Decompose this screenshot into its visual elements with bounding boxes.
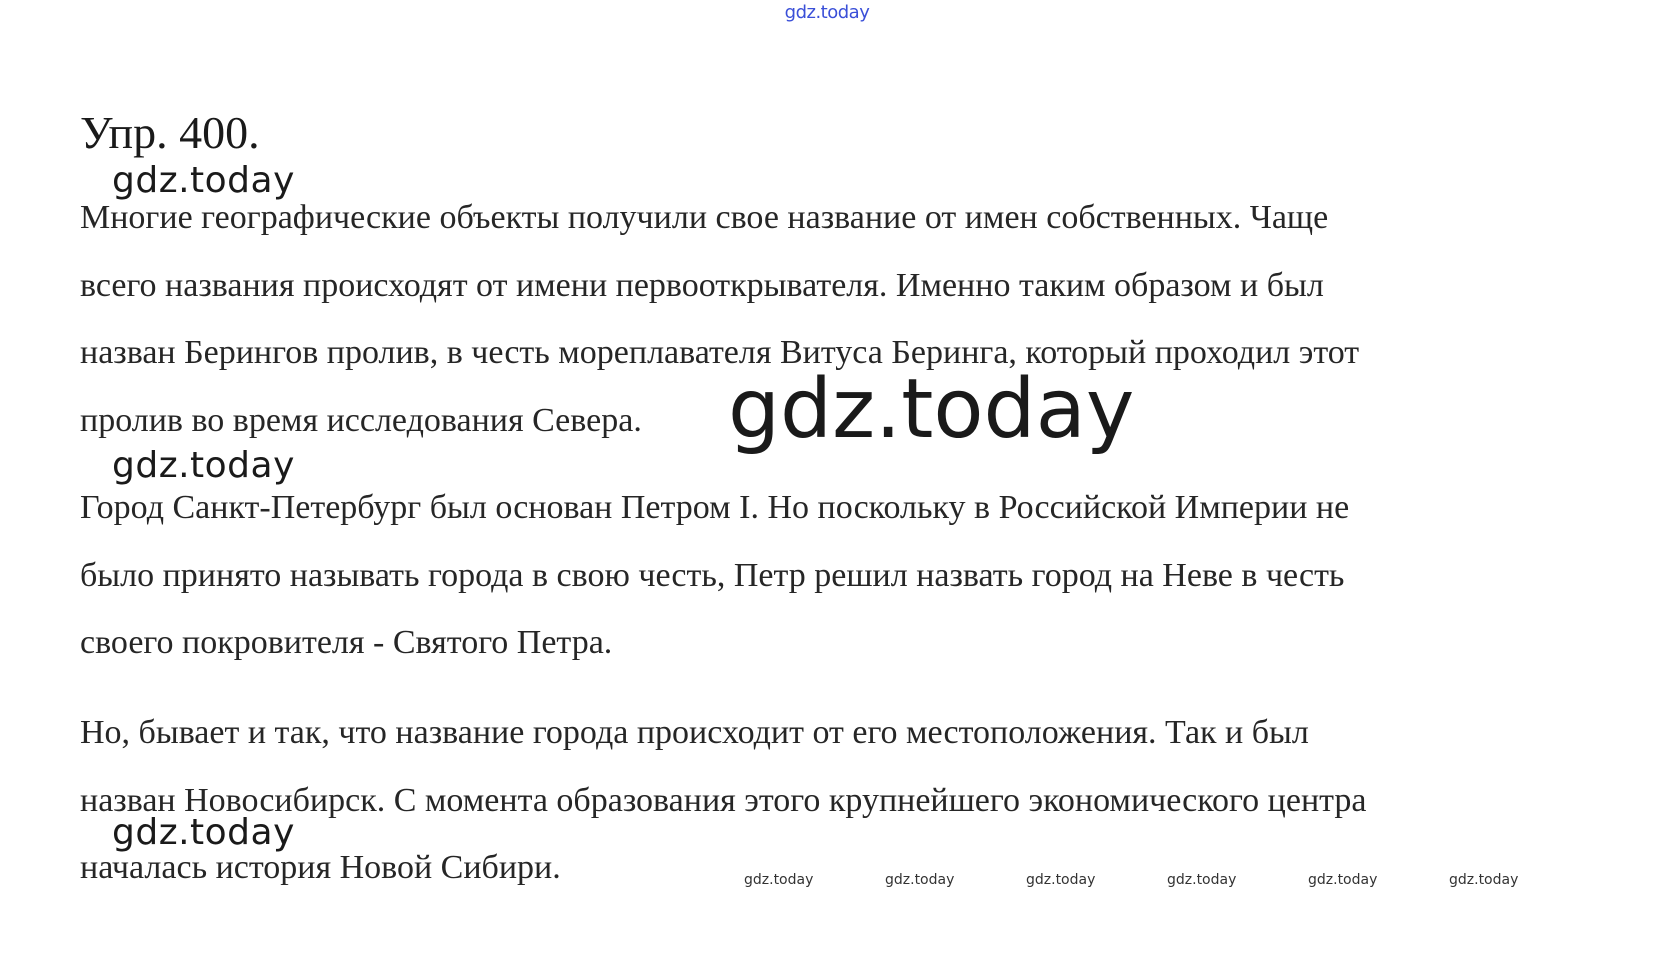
paragraph-line: назван Берингов пролив, в честь мореплавателя Витуса Беринга, который проходил этот (80, 334, 1360, 371)
paragraph-line: пролив во время исследования Севера. (80, 401, 642, 439)
watermark-small: gdz.today (1026, 872, 1096, 888)
paragraph-line: своего покровителя - Святого Петра. (80, 624, 613, 661)
paragraph-2 (80, 474, 1349, 677)
watermark-small: gdz.today (1308, 872, 1378, 888)
paragraph-1 (80, 184, 1359, 454)
paragraph-line: было принято называть города в свою честь, Петр решил назвать город на Неве в честь (80, 556, 1345, 594)
paragraph-line: Многие географические объекты получили свое название от имен собственных. Чаще (80, 199, 1329, 236)
watermark-small: gdz.today (744, 872, 814, 888)
watermark-text: gdz.today (112, 445, 295, 486)
top-watermark: gdz.today (784, 2, 870, 23)
watermark-small: gdz.today (885, 872, 955, 888)
paragraph-line: Но, бывает и так, что название города происходит от его местоположения. Так и был (80, 714, 1309, 751)
watermark-text: gdz.today (112, 160, 295, 201)
paragraph-line: всего названия происходят от имени первооткрывателя. Именно таким образом и был (80, 266, 1324, 304)
watermark-large: gdz.today (728, 362, 1135, 457)
paragraph-line: назван Новосибирск. С момента образования этого крупнейшего экономического центра (80, 781, 1367, 819)
watermark-small: gdz.today (1449, 872, 1519, 888)
watermark-small: gdz.today (1167, 872, 1237, 888)
watermark-text: gdz.today (112, 812, 295, 853)
paragraph-line: началась история Новой Сибири. (80, 849, 561, 886)
exercise-title: Упр. 400. (80, 107, 260, 158)
paragraph-line: Город Санкт-Петербург был основан Петром I. Но поскольку в Российской Империи не (80, 489, 1350, 526)
